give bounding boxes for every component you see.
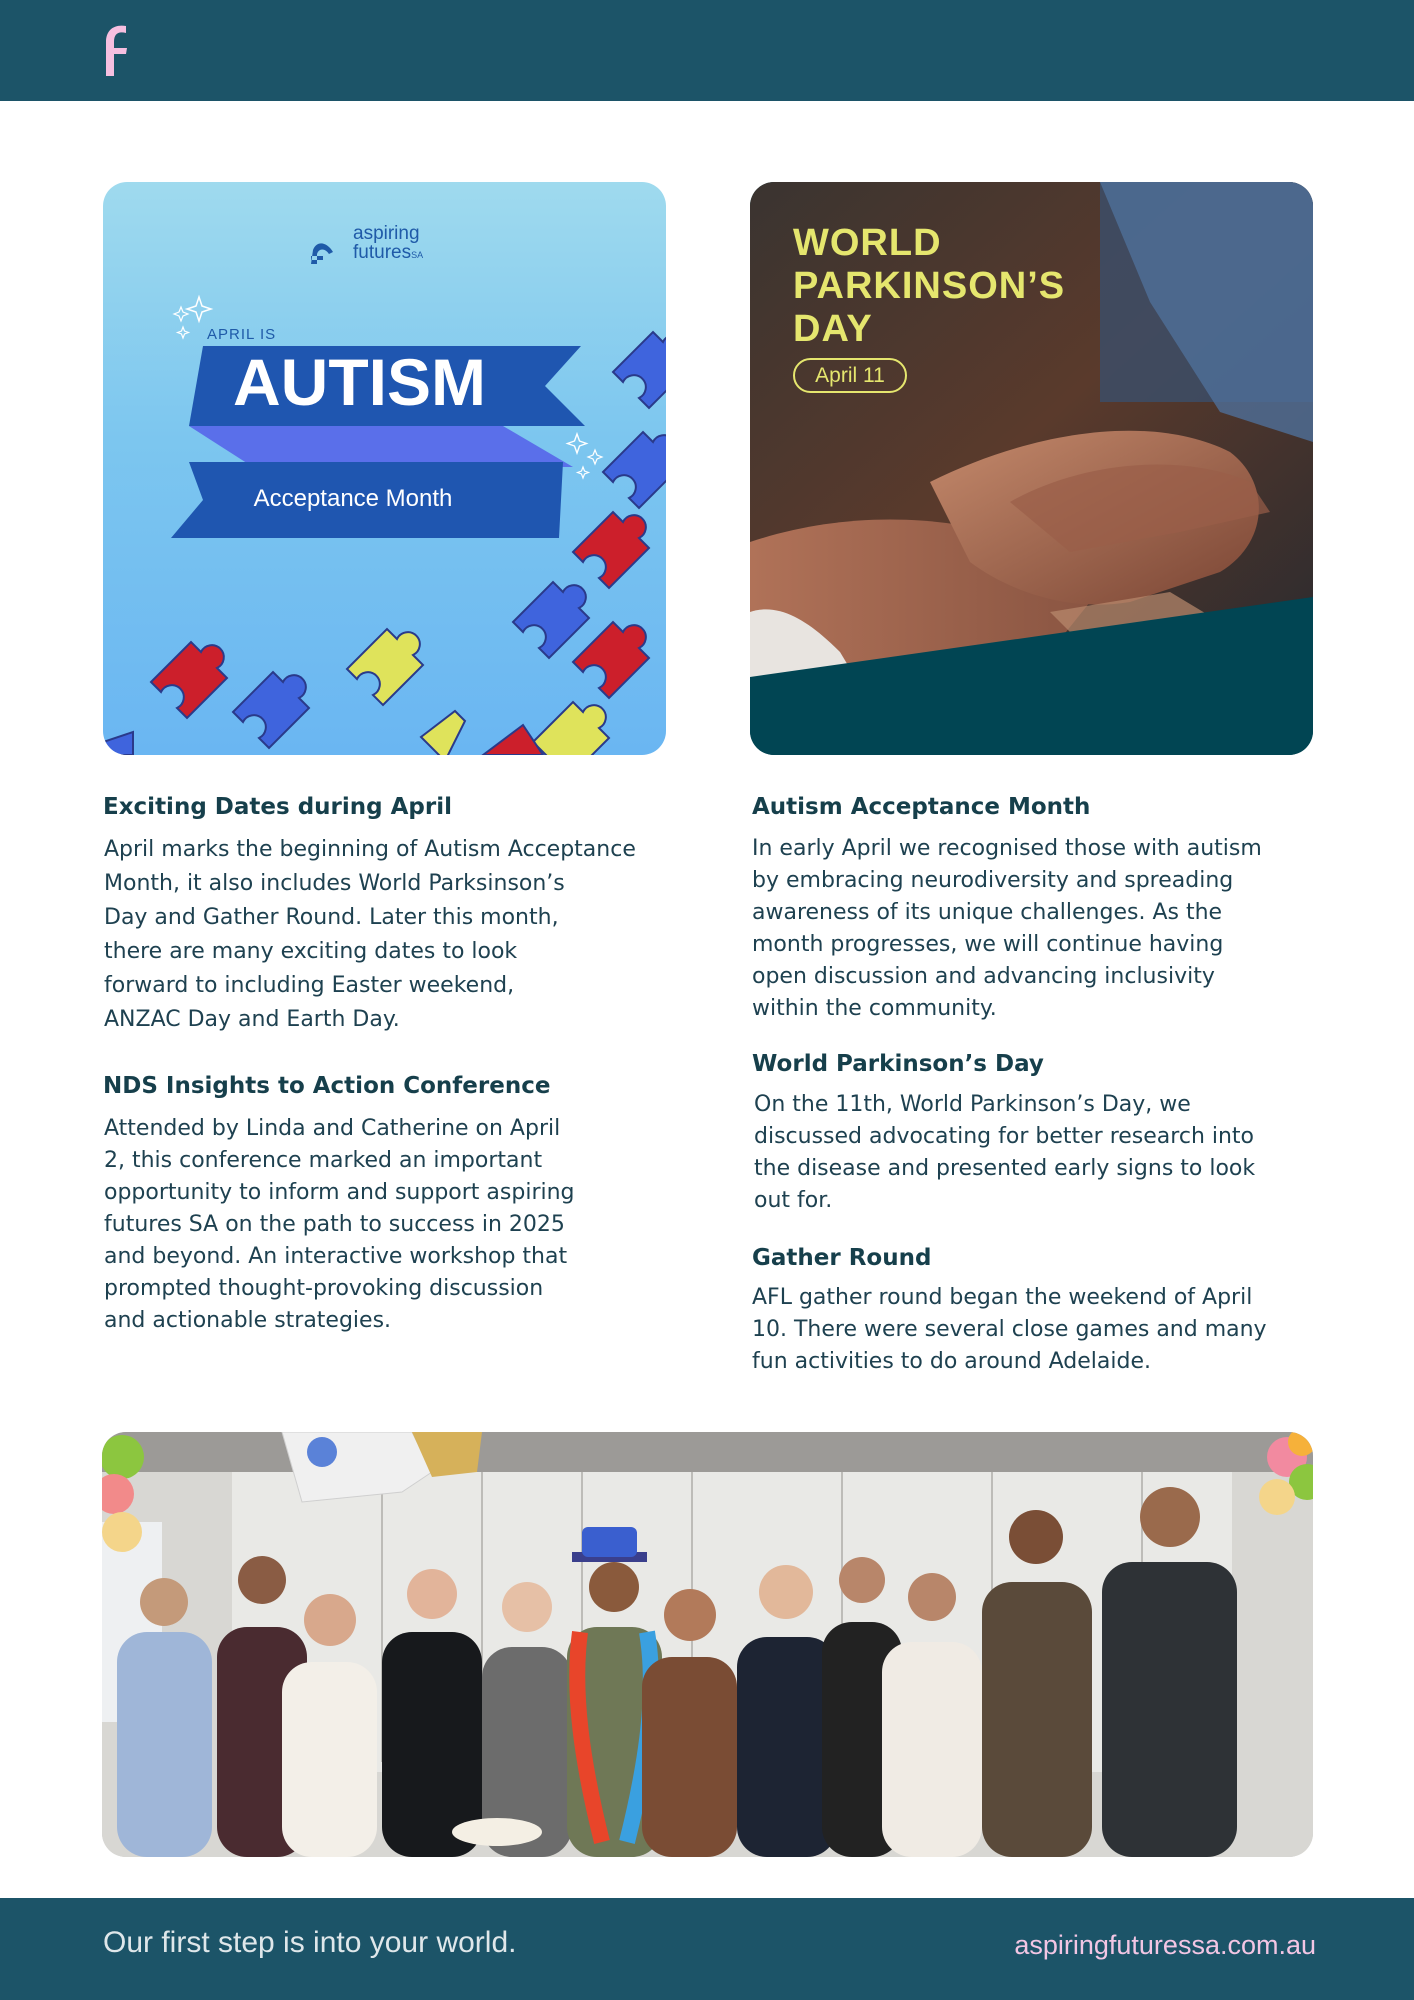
- world-parkinsons-day-graphic: [750, 182, 1313, 755]
- section-body-gather-round: AFL gather round began the weekend of April 10. There were several close games and many fun activities to do around Adelaide.: [752, 1285, 1267, 1374]
- section-body-nds-conference: Attended by Linda and Catherine on April 2, this conference marked an important opportunity to inform and support aspiring futures SA on the path to success in 2025 and beyond. An interactive workshop that prompted thought-provoking discussion and actionable strategies.: [104, 1116, 575, 1333]
- header-bar: [0, 0, 1414, 101]
- autism-acceptance-graphic: [103, 182, 666, 755]
- footer-tagline: Our first step is into your world.: [103, 1926, 517, 1959]
- parkinsons-title-line-2: PARKINSON’S: [793, 265, 1066, 307]
- brand-line-futures: futures: [353, 242, 412, 263]
- puzzle-illustration: [103, 182, 666, 755]
- autism-kicker: APRIL IS: [207, 326, 277, 343]
- brand-line-aspiring: aspiring: [353, 223, 420, 244]
- section-body-autism-acceptance: In early April we recognised those with autism by embracing neurodiversity and spreading awareness of its unique challenges. As the month progresses, we will continue having open discussion and advancing inclusivity within the community.: [752, 836, 1262, 1021]
- section-heading-parkinsons-day: World Parkinson’s Day: [752, 1051, 1044, 1077]
- autism-title: AUTISM: [233, 345, 486, 419]
- parkinsons-title-line-1: WORLD: [793, 222, 942, 264]
- parkinsons-title-line-3: DAY: [793, 308, 873, 350]
- team-group-photo: [102, 1432, 1313, 1857]
- group-photo-illustration: [102, 1432, 1313, 1857]
- section-heading-autism-acceptance: Autism Acceptance Month: [752, 794, 1091, 820]
- footer-website-link[interactable]: aspiringfuturessa.com.au: [1014, 1930, 1316, 1960]
- section-heading-nds-conference: NDS Insights to Action Conference: [103, 1073, 551, 1099]
- section-heading-gather-round: Gather Round: [752, 1245, 932, 1271]
- section-body-exciting-dates: April marks the beginning of Autism Acceptance Month, it also includes World Parksinson’s Day and Gather Round. Later this month, there are many exciting dates to look forward to including Easter weekend, ANZAC Day and Earth Day.: [104, 837, 636, 1032]
- aspiring-futures-logo-icon[interactable]: [96, 20, 136, 80]
- brand-suffix: SA: [411, 250, 424, 260]
- parkinsons-title: [793, 222, 1065, 351]
- section-body-parkinsons-day: On the 11th, World Parkinson’s Day, we discussed advocating for better research into the disease and presented early signs to look out for.: [754, 1092, 1256, 1213]
- section-heading-exciting-dates: Exciting Dates during April: [103, 794, 452, 820]
- brand-wordmark: [353, 224, 423, 265]
- autism-subtitle: Acceptance Month: [253, 485, 453, 512]
- parkinsons-date-badge: April 11: [793, 358, 907, 393]
